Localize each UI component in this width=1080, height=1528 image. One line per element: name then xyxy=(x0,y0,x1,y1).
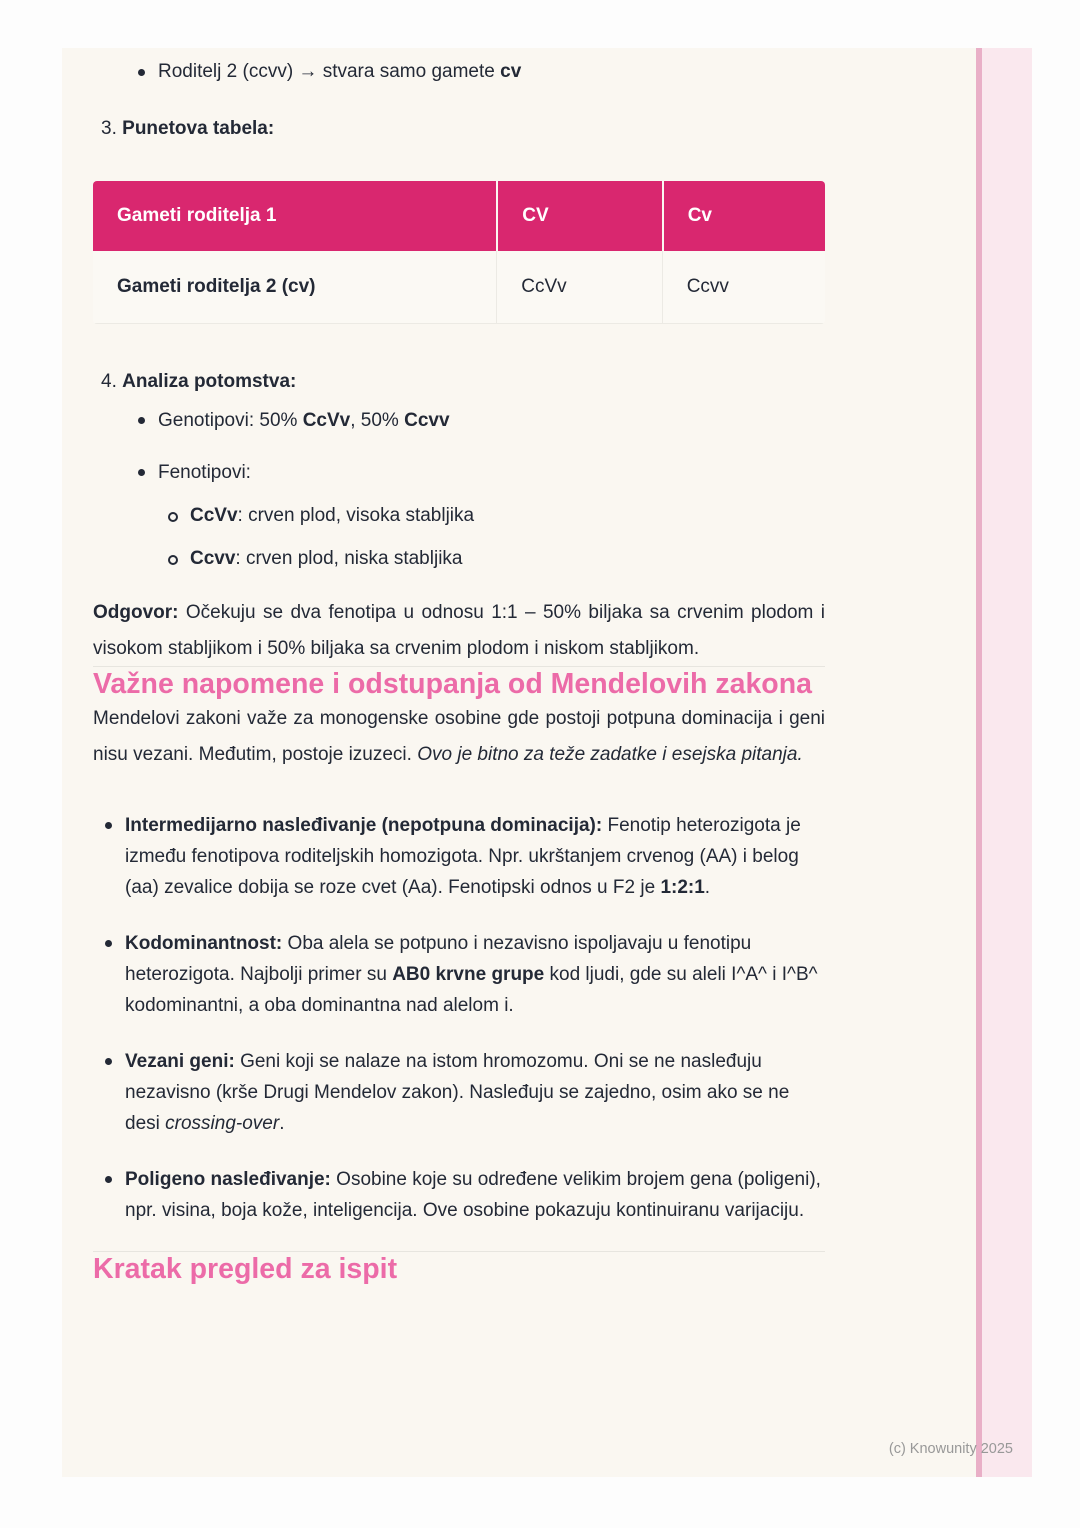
phenotypes-sublist xyxy=(158,500,825,574)
punnett-table xyxy=(93,181,825,324)
section-3-heading xyxy=(93,117,825,141)
section-4-title: Analiza potomstva: xyxy=(122,371,297,392)
note4-bold-lead: Poligeno nasleđivanje: xyxy=(125,1169,331,1190)
phenotypes-label: Fenotipovi: xyxy=(158,462,251,483)
section-4-heading xyxy=(93,370,825,394)
list-item-phenotypes xyxy=(158,457,825,574)
punnett-table-body-row xyxy=(93,251,825,324)
note1-text: Fenotip heterozigota je između fenotipova roditeljskih homozigota. Npr. ukrštanjem crvenog (AA) i belog (aa) zevalice dobija se roze cvet (Aa). Fenotipski odnos u F2 je xyxy=(125,815,801,898)
list-item-genotypes xyxy=(158,405,825,436)
notes-intro-paragraph xyxy=(93,701,825,772)
phenotype1-bold: CcVv xyxy=(190,505,238,526)
note2-bold-abo: AB0 krvne grupe xyxy=(392,964,545,985)
table-header-gamete-CV: CV xyxy=(496,181,661,251)
punnett-table-header-row xyxy=(93,181,825,251)
section-4-number: 4. xyxy=(101,371,117,392)
document-content xyxy=(93,48,825,1286)
exam-overview-heading: Kratak pregled za ispit xyxy=(93,1253,398,1285)
phenotype2-text: : crven plod, niska stabljika xyxy=(235,548,463,569)
answer-paragraph xyxy=(93,595,825,666)
table-header-gametes-parent1: Gameti roditelja 1 xyxy=(93,181,496,251)
page-edge-stripe-light xyxy=(982,48,1032,1477)
list-item-phenotype-Ccvv xyxy=(190,543,825,574)
answer-text: Očekuju se dva fenotipa u odnosu 1:1 – 50% biljaka sa crvenim plodom i visokom stabljikom i 50% biljaka sa crvenim plodom i niskom stabljikom. xyxy=(93,602,825,659)
notes-intro-text: Mendelovi zakoni važe za monogenske osobine gde postoji potpuna dominacija i geni nisu vezani. Međutim, postoje izuzeci. xyxy=(93,708,825,765)
note1-tail: . xyxy=(704,877,711,898)
page-edge-stripe-dark xyxy=(976,48,982,1477)
table-cell-CcVv: CcVv xyxy=(496,251,661,324)
genotypes-text-2: , 50% xyxy=(350,410,405,431)
note-item-linked-genes xyxy=(125,1046,825,1139)
list-item-phenotype-CcVv xyxy=(190,500,825,531)
table-cell-gametes-parent2: Gameti roditelja 2 (cv) xyxy=(93,251,496,324)
note-item-polygenic-inheritance xyxy=(125,1164,825,1226)
note3-bold-lead: Vezani geni: xyxy=(125,1051,235,1072)
note2-text: Oba alela se potpuno i nezavisno ispoljavaju u fenotipu heterozigota. Najbolji primer su xyxy=(125,933,752,985)
offspring-analysis-list xyxy=(93,405,825,574)
genotypes-bold-1: CcVv xyxy=(302,410,351,431)
note-item-intermediate-inheritance xyxy=(125,810,825,903)
note3-text: Geni koji se nalaze na istom hromozomu. Oni se ne nasleđuju nezavisno (krše Drugi Mendelov zakon). Nasleđuju se zajedno, osim ako se ne desi xyxy=(125,1051,790,1134)
note2-tail: kod ljudi, gde su aleli I^A^ i I^B^ kodominantni, a oba dominantna nad alelom i. xyxy=(125,964,818,1016)
notes-intro-italic: Ovo je bitno za teže zadatke i esejska pitanja. xyxy=(417,743,803,765)
note3-italic-crossing-over: crossing-over xyxy=(165,1113,280,1134)
notes-section-heading: Važne napomene i odstupanja od Mendelovih zakona xyxy=(93,668,812,700)
section-3-title: Punetova tabela: xyxy=(122,118,275,139)
document-page xyxy=(62,48,1032,1477)
parent2-gametes-bold: cv xyxy=(500,61,522,82)
parent-gametes-list xyxy=(93,48,825,84)
note-item-codominance xyxy=(125,928,825,1021)
list-item-parent2-gametes xyxy=(158,60,825,84)
phenotype2-bold: Ccvv xyxy=(190,548,236,569)
note1-bold-ratio: 1:2:1 xyxy=(660,877,705,898)
note3-tail: . xyxy=(279,1113,285,1134)
genotypes-bold-2: Ccvv xyxy=(404,410,450,431)
note4-text: Osobine koje su određene velikim brojem gena (poligeni), npr. visina, boja kože, inteligencija. Ove osobine pokazuju kontinuiranu varijaciju. xyxy=(125,1169,821,1221)
note2-bold-lead: Kodominantnost: xyxy=(125,933,283,954)
answer-label: Odgovor: xyxy=(93,602,179,623)
section-3-number: 3. xyxy=(101,118,117,139)
note1-bold-lead: Intermedijarno nasleđivanje (nepotpuna dominacija): xyxy=(125,815,603,836)
table-cell-Ccvv: Ccvv xyxy=(662,251,825,324)
genotypes-text-1: Genotipovi: 50% xyxy=(158,410,303,431)
phenotype1-text: : crven plod, visoka stabljika xyxy=(237,505,475,526)
copyright-watermark: (c) Knowunity 2025 xyxy=(888,1441,1013,1457)
exceptions-list xyxy=(93,810,825,1226)
table-header-gamete-Cv: Cv xyxy=(662,181,825,251)
parent2-gametes-text: Roditelj 2 (ccvv) → stvara samo gamete xyxy=(158,61,501,82)
